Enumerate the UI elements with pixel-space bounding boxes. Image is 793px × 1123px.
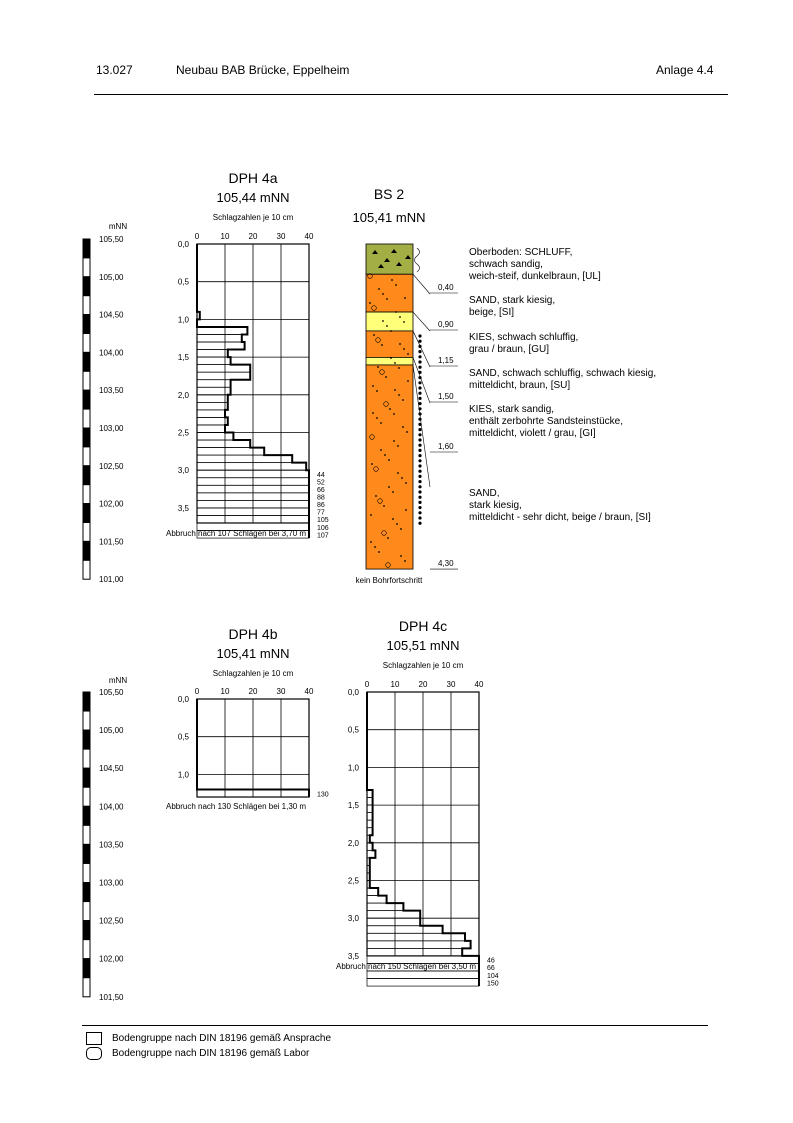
dph-4c-overflow-label: 66	[487, 965, 495, 973]
bs-2-marker-dot	[418, 376, 421, 379]
bs-2-marker-dot	[418, 371, 421, 374]
bs-2-marker-dot	[418, 381, 421, 384]
dph-4c-blow-bar	[367, 971, 479, 979]
bs-2-marker-dot	[418, 449, 421, 452]
bs-2-sand-symbol	[382, 320, 384, 322]
dph-4c-blow-bar	[367, 933, 465, 941]
dph-4a-tick-y: 2,0	[177, 390, 189, 400]
bs-2-depth-label: 0,40	[438, 283, 454, 292]
scale-bottom-segment	[83, 787, 90, 806]
bs-2-layer	[366, 365, 413, 569]
bs-2-sand-symbol	[392, 491, 394, 493]
bs-2-layer-description: schwach sandig,	[469, 259, 543, 270]
bs-2-marker-dot	[418, 511, 421, 514]
dph-4b-axis-title: Schlagzahlen je 10 cm	[212, 669, 294, 678]
scale-bottom-segment	[83, 711, 90, 730]
bs-2-sand-symbol	[391, 279, 393, 281]
scale-bottom-segment	[83, 768, 90, 787]
scale-top-label: 102,00	[99, 499, 124, 509]
dph-4a-overflow-label: 66	[317, 487, 325, 495]
dph-4c-overflow-label: 150	[487, 980, 499, 988]
scale-top-label: 105,50	[99, 235, 124, 244]
dph-4c-tick-x: 40	[474, 680, 484, 689]
bs-2-sand-symbol	[403, 321, 405, 323]
bs-2-layer-description: mitteldicht, violett / grau, [GI]	[469, 428, 596, 439]
bs-2-marker-dot	[418, 350, 421, 353]
scale-top-label: 102,50	[99, 461, 124, 471]
scale-bottom-unit: mNN	[108, 676, 128, 685]
scale-top-segment	[83, 334, 90, 353]
bs-2-marker-dot	[418, 506, 421, 509]
bs-2-sand-symbol	[376, 417, 378, 419]
bs-2-sand-symbol	[378, 551, 380, 553]
dph-4a-blow-bar	[197, 365, 250, 373]
bs-2-marker-dot	[418, 345, 421, 348]
bs-2-layer	[366, 274, 413, 312]
bs-2-sand-symbol	[399, 316, 401, 318]
dph-4a-blow-bar	[197, 342, 245, 350]
bs-2-marker-dot	[418, 355, 421, 358]
scale-top-segment	[83, 541, 90, 560]
bs-2-layer	[366, 244, 413, 274]
bs-2-sand-symbol	[394, 389, 396, 391]
dph-4b-elevation: 105,41 mNN	[216, 646, 290, 661]
dph-4c-tick-y: 2,0	[347, 838, 359, 848]
bs-2-depth-label: 0,90	[438, 320, 454, 329]
bs-2-layer	[366, 357, 413, 365]
scale-bottom-label: 103,50	[99, 840, 124, 850]
dph-4c-title: DPH 4c	[398, 618, 448, 634]
scale-bottom-segment	[83, 959, 90, 978]
dph-4c-blow-bar	[367, 918, 420, 926]
scale-top-segment	[83, 466, 90, 485]
dph-4a-end-note: Abbruch nach 107 Schlägen bei 3,70 m	[166, 529, 307, 538]
bs-2-layer-description: mitteldicht - sehr dicht, beige / braun, [SI]	[469, 512, 651, 523]
bs-2-sand-symbol	[400, 555, 402, 557]
bs-2-layer	[366, 331, 413, 357]
bs-2-marker-dot	[418, 470, 421, 473]
bs-2-leader-line	[413, 357, 430, 403]
dph-4a-blow-bar	[197, 440, 250, 448]
scale-bottom-segment	[83, 825, 90, 844]
legend-field-symbol	[86, 1032, 102, 1045]
bs-2-layer-description: KIES, schwach schluffig,	[469, 332, 579, 343]
scale-bottom-label: 102,50	[99, 916, 124, 926]
bs-2-sand-symbol	[393, 413, 395, 415]
bs-2-sand-symbol	[370, 541, 372, 543]
dph-4b-tick-y: 0,5	[177, 732, 189, 742]
bs-2-elevation: 105,41 mNN	[352, 210, 426, 225]
dph-4a-blow-bar	[197, 350, 228, 358]
bs-2-sand-symbol	[387, 537, 389, 539]
bs-2-sand-symbol	[397, 445, 399, 447]
bs-2-sand-symbol	[381, 344, 383, 346]
bs-2-sand-symbol	[380, 449, 382, 451]
bs-2-layer-description: mitteldicht, braun, [SU]	[469, 380, 571, 391]
dph-4b-overflow-label: 130	[317, 791, 329, 799]
bs-2-sand-symbol	[386, 298, 388, 300]
bs-2-layer-description: Oberboden: SCHLUFF,	[469, 247, 573, 258]
dph-4b-tick-x: 30	[276, 687, 286, 696]
dph-4a-tick-y: 3,5	[177, 503, 189, 513]
scale-top-segment	[83, 523, 90, 542]
dph-4c-overflow-label: 46	[487, 957, 495, 965]
bs-2-sand-symbol	[389, 408, 391, 410]
bs-2-title: BS 2	[373, 186, 405, 202]
dph-4c-tick-x: 0	[364, 680, 370, 689]
bs-2-marker-dot	[418, 360, 421, 363]
scale-top-segment	[83, 352, 90, 371]
bs-2-marker-dot	[418, 438, 421, 441]
bs-2-marker-dot	[418, 485, 421, 488]
bs-2-marker-dot	[418, 464, 421, 467]
bs-2-sand-symbol	[372, 385, 374, 387]
bs-2-sand-symbol	[377, 366, 379, 368]
scale-bottom-segment	[83, 692, 90, 711]
dph-4a-blow-bar	[197, 425, 225, 433]
scale-top-segment	[83, 296, 90, 315]
bs-2-marker-dot	[418, 402, 421, 405]
dph-4a-blow-bar	[197, 334, 242, 342]
scale-top-segment	[83, 447, 90, 466]
dph-4a-blow-bar	[197, 402, 228, 410]
legend-lab-symbol	[86, 1047, 102, 1060]
scale-bottom-label: 102,00	[99, 954, 124, 964]
bs-2-marker-dot	[418, 522, 421, 525]
bs-2-sand-symbol	[400, 528, 402, 530]
bs-2-sand-symbol	[405, 509, 407, 511]
bs-2-sand-symbol	[398, 367, 400, 369]
dph-4a-blow-bar	[197, 380, 231, 388]
dph-4a-tick-x: 20	[248, 232, 258, 241]
dph-4a-overflow-label: 77	[317, 509, 325, 517]
scale-bottom-label: 101,50	[99, 992, 124, 1002]
dph-4a-elevation: 105,44 mNN	[216, 190, 290, 205]
dph-4c-tick-y: 3,0	[347, 914, 359, 924]
dph-4a-overflow-label: 106	[317, 524, 329, 532]
bs-2-sand-symbol	[374, 546, 376, 548]
bs-2-sand-symbol	[388, 459, 390, 461]
dph-4a-overflow-label: 105	[317, 517, 329, 525]
bs-2-depth-label: 1,50	[438, 392, 454, 401]
bs-2-layer	[366, 312, 413, 331]
dph-4c-tick-x: 10	[390, 680, 400, 689]
dph-4a-overflow-label: 86	[317, 502, 325, 510]
legend-field	[86, 1032, 331, 1045]
annex-label: Anlage 4.4	[656, 63, 714, 77]
scale-top-segment	[83, 239, 90, 258]
bs-2-sand-symbol	[386, 325, 388, 327]
dph-4c-elevation: 105,51 mNN	[386, 638, 460, 653]
scale-bottom-label: 104,50	[99, 764, 124, 774]
bs-2-sand-symbol	[398, 394, 400, 396]
dph-4b-tick-y: 0,0	[177, 695, 189, 704]
dph-4c-overflow-label: 104	[487, 972, 499, 980]
dph-4a-blow-bar	[197, 372, 250, 380]
scale-top-label: 101,00	[99, 575, 124, 585]
legend-lab-text: Bodengruppe nach DIN 18196 gemäß Labor	[112, 1048, 310, 1059]
bs-2-marker-dot	[418, 433, 421, 436]
dph-4c-tick-y: 0,5	[347, 725, 359, 735]
bs-2-sand-symbol	[383, 505, 385, 507]
dph-4c-blow-bar	[367, 979, 479, 987]
bs-2-layer-description: enthält zerbohrte Sandsteinstücke,	[469, 416, 623, 427]
bs-2-marker-dot	[418, 475, 421, 478]
bs-2-marker-dot	[418, 454, 421, 457]
bs-2-depth-label: 4,30	[438, 559, 454, 569]
dph-4a-tick-y: 0,5	[177, 277, 189, 287]
dph-4a-axis-title: Schlagzahlen je 10 cm	[212, 213, 294, 222]
bs-2-sand-symbol	[382, 293, 384, 295]
bs-2-marker-dot	[418, 412, 421, 415]
bs-2-sand-symbol	[390, 330, 392, 332]
dph-4c-blow-bar	[367, 948, 462, 956]
legend-lab	[86, 1047, 309, 1060]
bs-2-sand-symbol	[390, 357, 392, 359]
scale-top-segment	[83, 428, 90, 447]
dph-4c-tick-y: 2,5	[347, 876, 359, 886]
scale-top-label: 101,50	[99, 537, 124, 547]
dph-4b-tick-x: 20	[248, 687, 258, 696]
bs-2-layer-description: grau / braun, [GU]	[469, 344, 550, 355]
dph-4a-tick-y: 0,0	[177, 240, 189, 249]
dph-4a-blow-bar	[197, 387, 231, 395]
dph-4a-tick-x: 30	[276, 232, 286, 241]
bs-2-end-note: kein Bohrfortschritt	[355, 576, 423, 585]
scale-top-unit: mNN	[108, 222, 128, 231]
bs-2-layer-description: SAND,	[469, 488, 500, 499]
dph-4c-blow-bar	[367, 911, 420, 919]
bs-2-layer-description: beige, [SI]	[469, 307, 515, 318]
scale-top-label: 104,00	[99, 348, 124, 358]
dph-4b-tick-x: 10	[220, 687, 230, 696]
bs-2-sand-symbol	[380, 422, 382, 424]
bs-2-marker-dot	[418, 480, 421, 483]
bs-2-sand-symbol	[369, 302, 371, 304]
dph-4b-end-note: Abbruch nach 130 Schlägen bei 1,30 m	[166, 802, 307, 811]
scale-top-label: 104,50	[99, 310, 124, 320]
bs-2-sand-symbol	[384, 454, 386, 456]
bs-2-sand-symbol	[395, 311, 397, 313]
bs-2-marker-dot	[418, 444, 421, 447]
bs-2-marker-dot	[418, 334, 421, 337]
bs-2-sand-symbol	[404, 560, 406, 562]
scale-top-segment	[83, 409, 90, 428]
bs-2-sand-symbol	[371, 463, 373, 465]
bs-2-sand-symbol	[376, 390, 378, 392]
scale-bottom-segment	[83, 730, 90, 749]
dph-4c-blow-bar	[367, 896, 387, 904]
bs-2-sand-symbol	[396, 523, 398, 525]
bs-2-marker-dot	[418, 496, 421, 499]
dph-4a-blow-bar	[197, 327, 247, 335]
bs-2-sand-symbol	[397, 472, 399, 474]
bs-2-bracket-symbol	[415, 248, 420, 272]
dph-4b-tick-x: 40	[304, 687, 314, 696]
dph-4a-blow-bar	[197, 433, 233, 441]
dph-4c-axis-title: Schlagzahlen je 10 cm	[382, 661, 464, 670]
dph-4a-tick-y: 1,0	[177, 315, 189, 325]
bs-2-layer-description: weich-steif, dunkelbraun, [UL]	[469, 271, 601, 282]
dph-4c-tick-y: 0,0	[347, 688, 359, 697]
dph-4b-tick-y: 1,0	[177, 770, 189, 780]
dph-4c-tick-x: 20	[418, 680, 428, 689]
dph-4a-blow-bar	[197, 448, 264, 456]
scale-top-segment	[83, 504, 90, 523]
bs-2-sand-symbol	[373, 334, 375, 336]
scale-top-segment	[83, 560, 90, 579]
bs-2-sand-symbol	[407, 380, 409, 382]
scale-top-label: 103,50	[99, 386, 124, 396]
bs-2-sand-symbol	[405, 482, 407, 484]
dph-4a-overflow-label: 44	[317, 471, 325, 479]
dph-4c-end-note: Abbruch nach 150 Schlägen bei 3,50 m	[336, 962, 477, 971]
scale-bottom-segment	[83, 806, 90, 825]
dph-4a-tick-x: 40	[304, 232, 314, 241]
bs-2-leader-line	[413, 274, 430, 294]
scale-bottom-segment	[83, 749, 90, 768]
bs-2-layer-description: KIES, stark sandig,	[469, 404, 555, 415]
scale-bottom-segment	[83, 921, 90, 940]
dph-4a-tick-x: 0	[194, 232, 200, 241]
bs-2-leader-line	[413, 312, 430, 331]
dph-4a-tick-x: 10	[220, 232, 230, 241]
scale-bottom-label: 104,00	[99, 802, 124, 812]
scale-bottom-label: 105,50	[99, 688, 124, 697]
bs-2-marker-dot	[418, 386, 421, 389]
bs-2-marker-dot	[418, 392, 421, 395]
scale-bottom-segment	[83, 883, 90, 902]
bs-2-sand-symbol	[404, 297, 406, 299]
scale-bottom-segment	[83, 978, 90, 997]
bs-2-sand-symbol	[372, 412, 374, 414]
scale-bottom-label: 105,00	[99, 726, 124, 736]
scale-bottom-segment	[83, 902, 90, 921]
dph-4a-overflow-label: 107	[317, 532, 329, 540]
bs-2-marker-dot	[418, 490, 421, 493]
bs-2-depth-label: 1,60	[438, 442, 454, 451]
bs-2-sand-symbol	[407, 353, 409, 355]
bs-2-sand-symbol	[378, 288, 380, 290]
bs-2-marker-dot	[418, 423, 421, 426]
scale-top-segment	[83, 277, 90, 296]
scale-bottom-segment	[83, 844, 90, 863]
scale-bottom-segment	[83, 863, 90, 882]
bs-2-sand-symbol	[403, 348, 405, 350]
dph-4c-blow-bar	[367, 850, 375, 858]
bs-2-sand-symbol	[394, 362, 396, 364]
scale-top-segment	[83, 390, 90, 409]
dph-4c-tick-y: 1,5	[347, 801, 359, 811]
scale-top-label: 105,00	[99, 272, 124, 282]
bs-2-marker-dot	[418, 407, 421, 410]
scale-top-label: 103,00	[99, 424, 124, 433]
dph-4c-tick-y: 3,5	[347, 951, 359, 961]
project-title: Neubau BAB Brücke, Eppelheim	[176, 63, 350, 77]
dph-4a-title: DPH 4a	[228, 170, 278, 186]
bs-2-sand-symbol	[370, 514, 372, 516]
dph-4b-tick-x: 0	[194, 687, 200, 696]
dph-4a-tick-y: 2,5	[177, 428, 189, 438]
scale-bottom-label: 103,00	[99, 878, 124, 888]
bs-2-depth-label: 1,15	[438, 356, 454, 365]
bs-2-sand-symbol	[392, 518, 394, 520]
bs-2-marker-dot	[418, 516, 421, 519]
scale-top-segment	[83, 315, 90, 334]
bs-2-sand-symbol	[385, 376, 387, 378]
dph-4a-tick-y: 1,5	[177, 353, 189, 363]
bs-2-sand-symbol	[393, 440, 395, 442]
bs-2-marker-dot	[418, 418, 421, 421]
dph-4a-tick-y: 3,0	[177, 466, 189, 476]
bs-2-marker-dot	[418, 366, 421, 369]
dph-4c-tick-y: 1,0	[347, 763, 359, 773]
scale-top-segment	[83, 258, 90, 277]
dph-4c-blow-bar	[367, 941, 471, 949]
dph-4a-blow-bar	[197, 410, 225, 418]
bs-2-sand-symbol	[395, 284, 397, 286]
bs-2-layer-description: SAND, stark kiesig,	[469, 295, 556, 306]
footer-rule	[82, 1025, 708, 1026]
bs-2-marker-dot	[418, 428, 421, 431]
dph-4a-blow-bar	[197, 455, 292, 463]
bs-2-marker-dot	[418, 501, 421, 504]
bs-2-sand-symbol	[388, 486, 390, 488]
bs-2-marker-dot	[418, 397, 421, 400]
bs-2-marker-dot	[418, 459, 421, 462]
bs-2-sand-symbol	[375, 495, 377, 497]
bs-2-sand-symbol	[402, 426, 404, 428]
dph-4a-overflow-label: 88	[317, 494, 325, 502]
scale-bottom-segment	[83, 940, 90, 959]
dph-4a-blow-bar	[197, 463, 306, 471]
dph-4b-title: DPH 4b	[228, 626, 278, 642]
dph-4c-tick-x: 30	[446, 680, 456, 689]
dph-4a-blow-bar	[197, 417, 228, 425]
bs-2-layer-description: SAND, schwach schluffig, schwach kiesig,	[469, 368, 657, 379]
dph-4c-blow-bar	[367, 903, 403, 911]
dph-4c-blow-bar	[367, 888, 378, 896]
dph-4c-blow-bar	[367, 926, 443, 934]
legend-field-text: Bodengruppe nach DIN 18196 gemäß Ansprache	[112, 1033, 332, 1044]
bs-2-sand-symbol	[402, 399, 404, 401]
project-number: 13.027	[96, 63, 133, 77]
dph-4a-blow-bar	[197, 395, 228, 403]
bs-2-sand-symbol	[406, 431, 408, 433]
dph-4a-blow-bar	[197, 357, 231, 365]
dph-4a-overflow-label: 52	[317, 479, 325, 487]
bs-2-marker-dot	[418, 340, 421, 343]
bs-2-layer-description: stark kiesig,	[469, 500, 522, 511]
bs-2-sand-symbol	[401, 477, 403, 479]
scale-top-segment	[83, 485, 90, 504]
scale-top-segment	[83, 371, 90, 390]
bs-2-sand-symbol	[399, 343, 401, 345]
